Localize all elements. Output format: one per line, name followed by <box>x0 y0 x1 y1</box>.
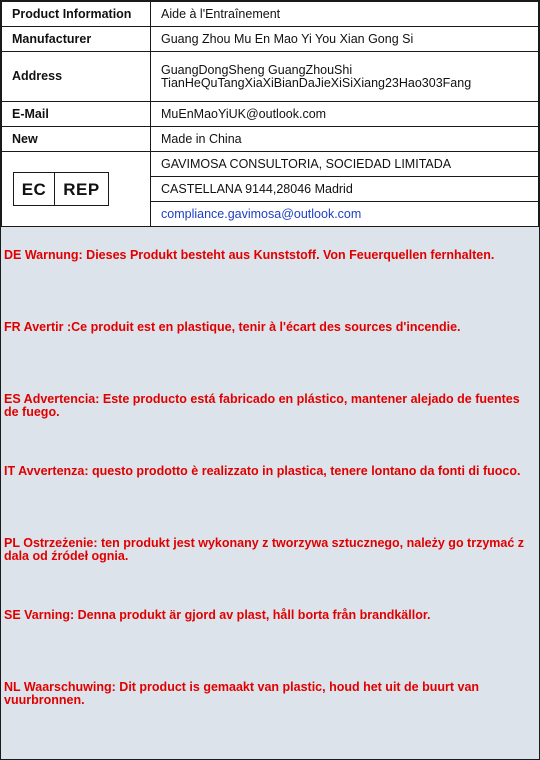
ec-rep-company: GAVIMOSA CONSULTORIA, SOCIEDAD LIMITADA <box>151 152 539 177</box>
email-label: E-Mail <box>2 102 151 127</box>
row-product-information <box>2 2 539 27</box>
email-value: MuEnMaoYiUK@outlook.com <box>151 102 539 127</box>
ec-rep-symbol-ec: EC <box>14 173 55 205</box>
warning-nl: NL Waarschuwing: Dit product is gemaakt van plastic, houd het uit de buurt van vuurbronnen. <box>4 680 480 707</box>
address-line-1: GuangDongSheng GuangZhouShi <box>161 62 353 77</box>
ec-rep-email[interactable]: compliance.gavimosa@outlook.com <box>161 206 362 221</box>
manufacturer-label: Manufacturer <box>2 27 151 52</box>
warning-fr: FR Avertir :Ce produit est en plastique, tenir à l'écart des sources d'incendie. <box>4 320 461 334</box>
warning-pl: PL Ostrzeżenie: ten produkt jest wykonany z tworzywa sztucznego, należy go trzymać z dala od źródeł ognia. <box>4 536 525 563</box>
row-email <box>2 102 539 127</box>
ec-rep-symbol-rep: REP <box>63 179 100 199</box>
ec-rep-symbol <box>13 172 109 206</box>
address-label: Address <box>2 52 151 102</box>
ec-rep-address: CASTELLANA 9144,28046 Madrid <box>151 177 539 202</box>
warning-se: SE Varning: Denna produkt är gjord av plast, håll borta från brandkällor. <box>4 608 431 622</box>
product-information-label: Product Information <box>2 2 151 27</box>
warning-de: DE Warnung: Dieses Produkt besteht aus Kunststoff. Von Feuerquellen fernhalten. <box>4 248 495 262</box>
ec-rep-symbol-cell <box>2 152 151 227</box>
row-manufacturer <box>2 27 539 52</box>
product-information-value: Aide à l'Entraînement <box>151 2 539 27</box>
row-new <box>2 127 539 152</box>
manufacturer-value: Guang Zhou Mu En Mao Yi You Xian Gong Si <box>151 27 539 52</box>
product-info-table <box>1 1 539 227</box>
row-ec-rep-company <box>2 152 539 177</box>
address-value <box>151 52 539 102</box>
warning-es: ES Advertencia: Este producto está fabricado en plástico, mantener alejado de fuentes de fuego. <box>4 392 520 419</box>
ec-rep-email-cell <box>151 202 539 227</box>
address-line-2: TianHeQuTangXiaXiBianDaJieXiSiXiang23Hao303Fang <box>161 75 472 90</box>
new-label: New <box>2 127 151 152</box>
warning-it: IT Avvertenza: questo prodotto è realizzato in plastica, tenere lontano da fonti di fuoco. <box>4 464 521 478</box>
row-address <box>2 52 539 102</box>
new-value: Made in China <box>151 127 539 152</box>
